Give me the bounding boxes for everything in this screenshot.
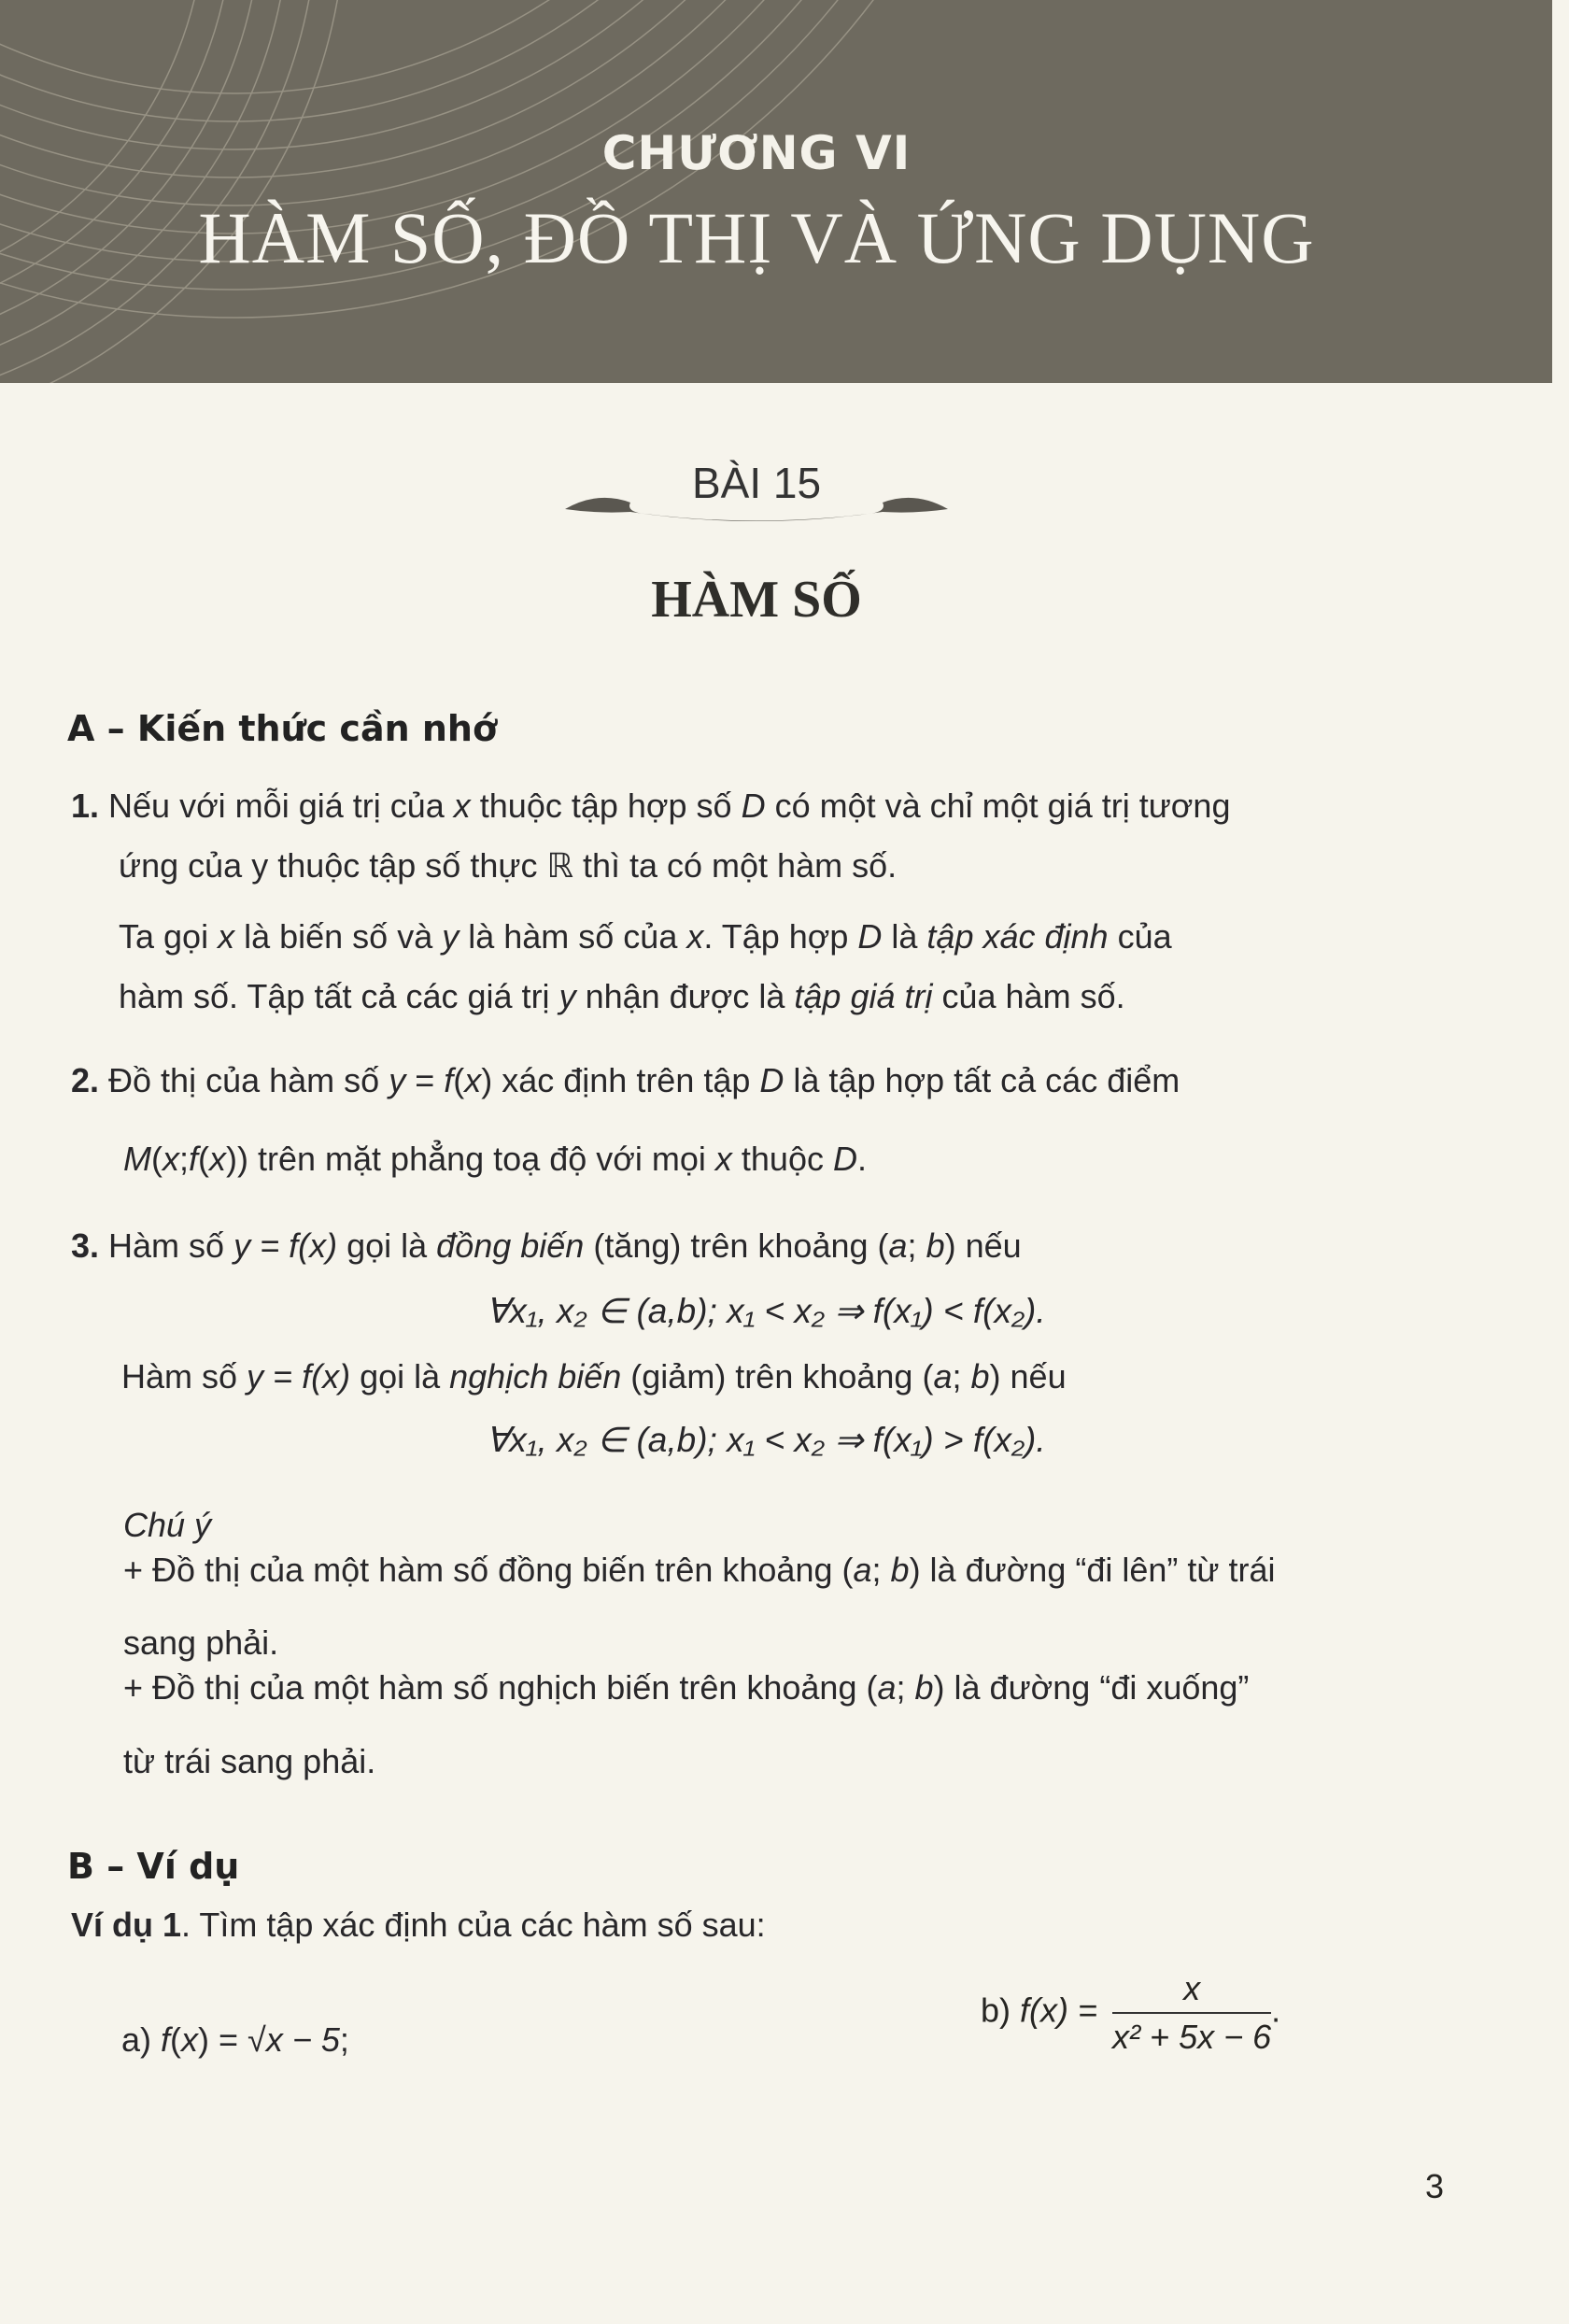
- text: .: [856, 1140, 867, 1178]
- text: + Đồ thị của một hàm số đồng biến trên khoảng (: [123, 1551, 854, 1589]
- italic-text: x: [686, 917, 704, 956]
- text: . Tập hợp: [703, 917, 858, 956]
- italic-text: tập giá trị: [794, 977, 933, 1015]
- item-1-line-1: [71, 786, 1230, 826]
- text: từ trái sang phải.: [123, 1742, 376, 1780]
- note-heading: [123, 1506, 211, 1545]
- italic-text: ∀x₁, x₂ ∈ (a,b); x₁ < x₂ ⇒ f(x₁) > f(x₂).: [486, 1421, 1046, 1459]
- part-b-label: b): [981, 1991, 1021, 2030]
- item-2-line-2: [123, 1140, 867, 1179]
- text: ;: [871, 1551, 891, 1589]
- lesson-title: HÀM SỐ: [651, 571, 862, 629]
- text: ) xác định trên tập: [481, 1061, 760, 1099]
- text: ) nếu: [944, 1226, 1022, 1265]
- item-1-line-2: [119, 846, 897, 886]
- page-number: 3: [1425, 2167, 1445, 2205]
- text: ) = √: [198, 2020, 266, 2059]
- italic-text: đồng biến: [436, 1226, 585, 1265]
- italic-text: f: [444, 1061, 454, 1099]
- italic-text: nghịch biến: [449, 1357, 622, 1396]
- text: là biến số và: [234, 917, 443, 956]
- note-1-line-1: [123, 1551, 1276, 1590]
- italic-text: x: [218, 917, 235, 956]
- italic-text: x: [163, 1140, 179, 1178]
- italic-text: a: [877, 1668, 897, 1707]
- text: Hàm số: [121, 1357, 247, 1396]
- chapter-title: HÀM SỐ, ĐỒ THỊ VÀ ỨNG DỤNG: [198, 197, 1315, 278]
- text: ) là đường “đi lên” từ trái: [909, 1551, 1276, 1589]
- italic-text: D: [857, 917, 883, 956]
- item-3-line-2: [121, 1357, 1067, 1396]
- italic-text: a: [888, 1226, 908, 1265]
- text: ;: [896, 1668, 915, 1707]
- text: ;: [179, 1140, 190, 1178]
- formula-decreasing: [486, 1420, 1046, 1460]
- text: ứng của y thuộc tập số thực ℝ thì ta có một hàm số.: [119, 846, 898, 885]
- italic-text: x: [714, 1140, 732, 1178]
- italic-text: b: [890, 1551, 910, 1589]
- italic-text: D: [741, 786, 766, 825]
- text: hàm số. Tập tất cả các giá trị: [119, 977, 559, 1015]
- italic-text: x: [209, 1140, 227, 1178]
- example-1-part-a: [121, 2020, 349, 2060]
- italic-text: b: [914, 1668, 934, 1707]
- item-1-line-3: [119, 917, 1172, 957]
- text: gọi là: [350, 1357, 450, 1396]
- text: Hàm số: [108, 1226, 234, 1265]
- chapter-banner: [0, 0, 1552, 383]
- lesson-ornament: [560, 486, 953, 528]
- text: thuộc: [731, 1140, 833, 1178]
- text: của hàm số.: [932, 977, 1125, 1015]
- italic-text: y = f(x): [233, 1226, 338, 1265]
- italic-text: tập xác định: [926, 917, 1109, 956]
- text: sang phải.: [123, 1623, 279, 1662]
- italic-text: x − 5: [265, 2020, 340, 2059]
- text: ;: [952, 1357, 971, 1396]
- text: . Tìm tập xác định của các hàm số sau:: [181, 1906, 766, 1944]
- chapter-label: CHƯƠNG VI: [601, 126, 912, 180]
- italic-text: a: [853, 1551, 872, 1589]
- text: của: [1108, 917, 1172, 956]
- italic-text: ∀x₁, x₂ ∈ (a,b); x₁ < x₂ ⇒ f(x₁) < f(x₂).: [486, 1292, 1046, 1330]
- italic-text: f: [189, 1140, 199, 1178]
- item-2-line-1: [71, 1061, 1180, 1100]
- text: thuộc tập hợp số: [470, 786, 742, 825]
- italic-text: M: [123, 1140, 151, 1178]
- note-1-line-2: [123, 1623, 278, 1663]
- item-3-line-1: [71, 1226, 1022, 1266]
- text: ) nếu: [989, 1357, 1067, 1396]
- text: gọi là: [337, 1226, 437, 1265]
- fraction-denominator: x² + 5x − 6: [1112, 2018, 1272, 2056]
- italic-text: y: [442, 917, 459, 956]
- text: a): [121, 2020, 162, 2059]
- bold-text: 1.: [71, 786, 109, 825]
- text: (: [198, 1140, 210, 1178]
- italic-text: y: [558, 977, 576, 1015]
- fraction-numerator: x: [1112, 1969, 1271, 2014]
- text: Nếu với mỗi giá trị của: [108, 786, 454, 825]
- part-b-lhs: f(x) =: [1020, 1991, 1098, 2030]
- text: =: [405, 1061, 445, 1099]
- italic-text: y: [389, 1061, 406, 1099]
- italic-text: x: [453, 786, 471, 825]
- bold-text: 3.: [71, 1226, 109, 1265]
- example-1-prompt: [71, 1906, 766, 1945]
- text: Ta gọi: [119, 917, 219, 956]
- item-1-line-4: [119, 977, 1125, 1016]
- italic-text: x: [464, 1061, 482, 1099]
- note-2-line-2: [123, 1742, 375, 1781]
- text: ;: [907, 1226, 926, 1265]
- part-b-end: .: [1271, 1991, 1281, 2030]
- text: ) là đường “đi xuống”: [933, 1668, 1250, 1707]
- italic-text: Chú ý: [123, 1506, 212, 1544]
- italic-text: b: [970, 1357, 990, 1396]
- section-b-heading: B – Ví dụ: [67, 1846, 240, 1887]
- note-2-line-1: [123, 1668, 1249, 1708]
- section-a-heading: A – Kiến thức cần nhớ: [67, 708, 498, 749]
- text: (giảm) trên khoảng (: [621, 1357, 934, 1396]
- text: + Đồ thị của một hàm số nghịch biến trên khoảng (: [123, 1668, 878, 1707]
- text: là tập hợp tất cả các điểm: [784, 1061, 1180, 1099]
- italic-text: D: [759, 1061, 784, 1099]
- italic-text: D: [832, 1140, 857, 1178]
- text: có một và chỉ một giá trị tương: [765, 786, 1231, 825]
- text: là: [882, 917, 927, 956]
- text: )) trên mặt phẳng toạ độ với mọi: [226, 1140, 715, 1178]
- italic-text: y = f(x): [247, 1357, 351, 1396]
- example-1-part-b: [981, 1969, 1280, 2057]
- italic-text: f: [161, 2020, 171, 2059]
- lesson-number: BÀI 15: [691, 459, 822, 507]
- text: nhận được là: [575, 977, 795, 1015]
- text: là hàm số của: [459, 917, 687, 956]
- text: ;: [339, 2020, 349, 2059]
- text: Đồ thị của hàm số: [108, 1061, 389, 1099]
- formula-increasing: [486, 1291, 1046, 1331]
- italic-text: b: [926, 1226, 945, 1265]
- text: (: [170, 2020, 182, 2059]
- text: (tăng) trên khoảng (: [584, 1226, 889, 1265]
- italic-text: a: [933, 1357, 953, 1396]
- text: (: [453, 1061, 465, 1099]
- decorative-arcs: [0, 0, 1552, 383]
- bold-text: 2.: [71, 1061, 109, 1099]
- fraction: [1112, 1969, 1271, 2057]
- bold-text: Ví dụ 1: [71, 1906, 182, 1944]
- text: (: [151, 1140, 163, 1178]
- italic-text: x: [181, 2020, 199, 2059]
